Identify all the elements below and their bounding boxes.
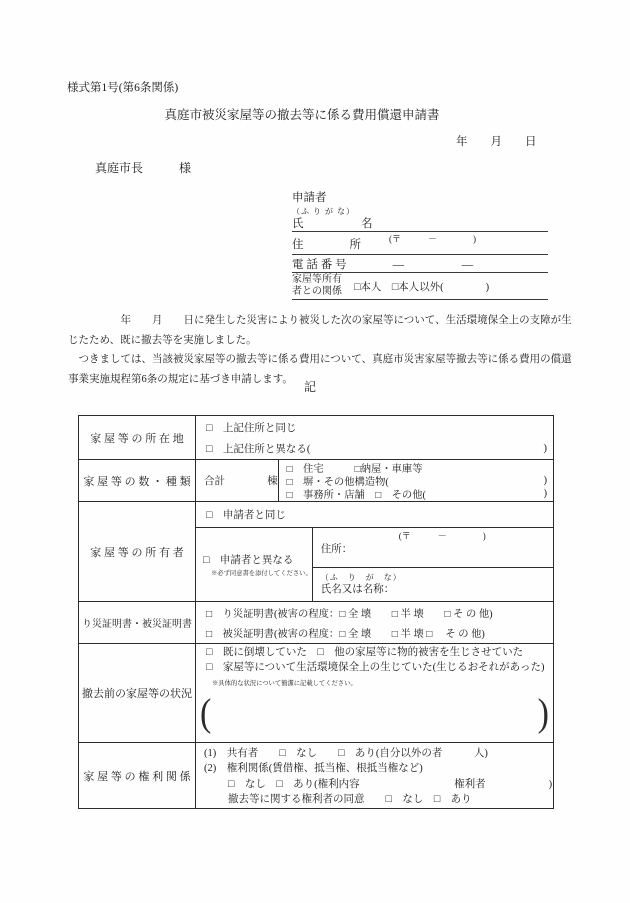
row-certificate-header: り災証明書・被災証明書 — [79, 602, 196, 643]
owner-same-checkbox[interactable]: □ 申請者と同じ — [196, 502, 553, 528]
row-count-type — [79, 460, 553, 502]
row-count-header: 家 屋 等 の 数 ・ 種 類 — [79, 460, 196, 501]
furigana-label: （ふ り が な） — [292, 207, 355, 216]
co-owner-checkbox[interactable]: (1) 共有者 □ なし □ あり(自分以外の者 人) — [204, 747, 488, 759]
body-line: つきましては、当該被災家屋等の撤去等に係る費用について、真庭市災害家屋等撤去等に係る費用の償還 — [68, 354, 572, 365]
hisai-certificate-checkbox[interactable]: □ 被災証明書(被害の程度：□ 全 壊 □ 半 壊 □ そ の 他) — [206, 629, 485, 640]
body-line: 年 月 日に発生した災害により被災した次の家屋等について、生活環境保全上の支障が生 — [68, 315, 572, 326]
owner-postal-field[interactable]: (〒 － ) — [398, 531, 486, 541]
rights-relation-label: (2) 権利関係(賃借権、抵当権、根抵当権など) — [204, 763, 423, 775]
postal-code-field[interactable]: (〒 － ) — [389, 234, 476, 244]
owner-furigana-label: （ふ り が な） — [320, 572, 402, 582]
type-office-checkbox[interactable]: □ 事務所・店舗 □ その他( ) — [286, 488, 547, 501]
row-condition — [79, 644, 553, 743]
owner-address-label: 住所： — [320, 544, 353, 555]
row-rights — [79, 743, 553, 808]
type-house-checkbox[interactable]: □ 住宅 □納屋・車庫等 — [286, 464, 423, 475]
phone-label: 電 話 番 号 — [292, 258, 347, 271]
applicant-section — [292, 191, 548, 300]
addressee: 真庭市長 様 — [95, 161, 192, 175]
relation-checkboxes[interactable]: □本人 □本人以外( ) — [354, 281, 490, 293]
location-same-checkbox[interactable]: □ 上記住所と同じ — [206, 422, 297, 434]
body-line: じたため、既に撤去等を実施しました。 — [68, 334, 257, 346]
owner-relation-field[interactable] — [292, 273, 548, 300]
owner-different-checkbox[interactable]: □ 申請者と異なる ※必ず同意書を添付してください。 — [196, 528, 313, 601]
total-buildings-field[interactable]: 合計 棟 — [196, 460, 279, 501]
close-paren: ) — [537, 691, 549, 735]
location-different-checkbox[interactable]: □ 上記住所と異なる( ) — [206, 442, 547, 455]
phone-dashes: ― ― — [392, 258, 474, 271]
row-certificate — [79, 602, 553, 644]
relation-label: 家屋等所有 者との関係 — [292, 274, 342, 297]
row-owner — [79, 502, 553, 602]
applicant-name-field[interactable] — [292, 206, 548, 232]
body-line: 事業実施規程第6条の規定に基づき申請します。 — [68, 373, 293, 385]
address-label: 住 所 — [292, 239, 361, 251]
date-field[interactable]: 年 月 日 — [456, 136, 537, 148]
form-table — [78, 415, 554, 809]
page-title: 真庭市被災家屋等の撤去等に係る費用償還申請書 — [164, 108, 440, 122]
condition-description-field[interactable] — [200, 689, 549, 738]
open-paren: ( — [200, 691, 212, 735]
row-location — [79, 416, 553, 460]
risai-certificate-checkbox[interactable]: □ り災証明書(被害の程度：□ 全 壊 □ 半 壊 □ そ の 他) — [206, 609, 493, 620]
applicant-phone-field[interactable] — [292, 255, 548, 273]
row-owner-header: 家 屋 等 の 所 有 者 — [79, 502, 196, 601]
owner-address-field[interactable] — [313, 528, 553, 568]
applicant-address-field[interactable] — [292, 232, 548, 255]
row-rights-header: 家 屋 等 の 権 利 関 係 — [79, 743, 196, 808]
applicant-label: 申請者 — [292, 192, 327, 204]
condition-environment-checkbox[interactable]: □ 家屋等について生活環境保全上の生じていた(生じるおそれがあった) — [206, 662, 545, 673]
rights-consent-checkbox[interactable]: 撤去等に関する権利者の同意 □ なし □ あり — [228, 794, 472, 806]
type-fence-checkbox[interactable]: □ 塀・その他構造物( ) — [286, 475, 547, 488]
name-label: 氏 名 — [292, 218, 373, 230]
rights-existence-checkbox[interactable]: □ なし □ あり(権利内容 権利者 ) — [228, 778, 553, 790]
condition-collapsed-checkbox[interactable]: □ 既に倒壊していた □ 他の家屋等に物的被害を生じさせていた — [206, 647, 524, 658]
owner-diff-note: ※必ず同意書を添付してください。 — [211, 570, 312, 577]
row-location-header: 家 屋 等 の 所 在 地 — [79, 416, 196, 459]
ki-heading: 記 — [303, 380, 316, 394]
condition-note: ※具体的な状況について簡潔に記載してください。 — [212, 680, 357, 687]
row-condition-header: 撤去前の家屋等の状況 — [79, 644, 196, 742]
owner-name-label: 氏名又は名称： — [320, 583, 395, 595]
owner-name-field[interactable] — [313, 568, 553, 601]
form-number: 様式第1号(第6条関係) — [67, 82, 179, 94]
